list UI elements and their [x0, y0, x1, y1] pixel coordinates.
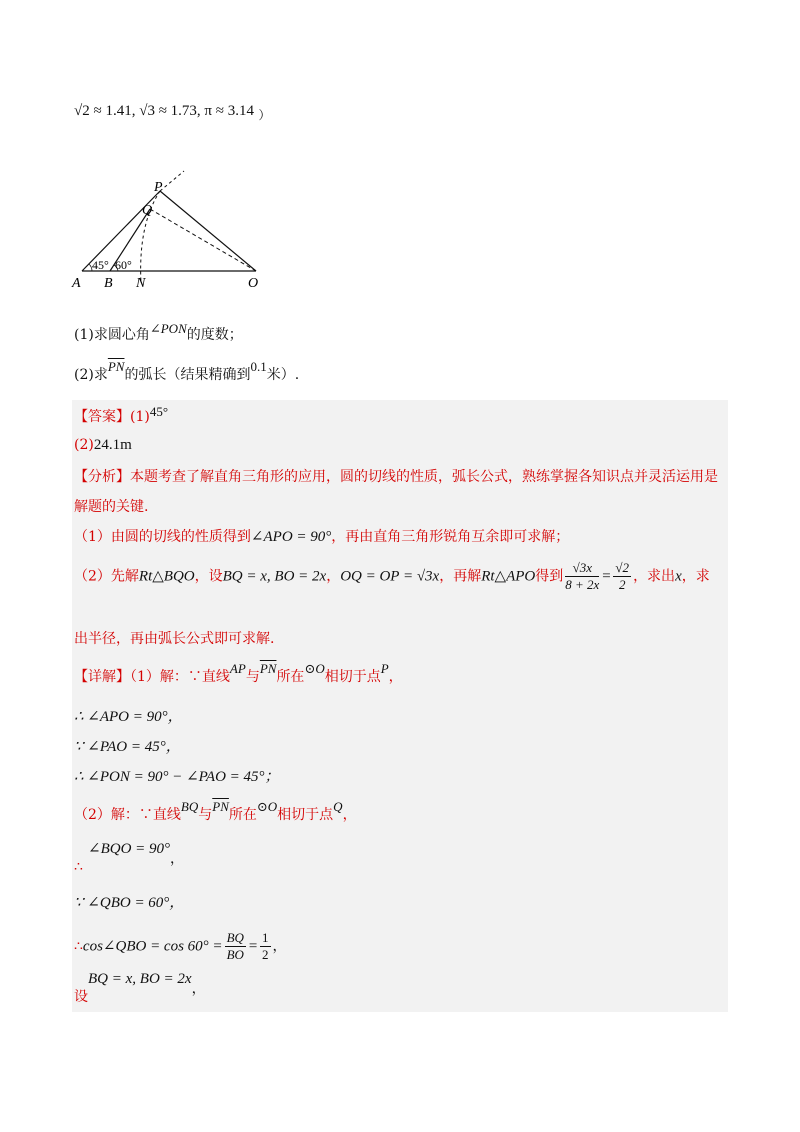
- detail-t5-comma: ，: [191, 981, 206, 997]
- detail-t5-symbol: 设: [74, 989, 88, 1005]
- detail-t4-comma: ，: [272, 938, 287, 955]
- q2-precision: 0.1: [250, 359, 267, 374]
- detail-t1-point: Q: [333, 799, 343, 814]
- t4-fraction-1-denominator: BO: [226, 947, 244, 962]
- label-b: B: [104, 276, 113, 291]
- detail-t4-fraction-1: [225, 930, 246, 963]
- analysis-fraction-1: [565, 560, 599, 593]
- detail-s3: ∵ ∠PAO = 45°，: [74, 739, 181, 755]
- detail-tag: 【详解】: [74, 669, 130, 685]
- detail-s4: ∴ ∠PON = 90° − ∠PAO = 45°；: [74, 769, 280, 785]
- fraction-1-denominator: 8 + 2x: [565, 577, 600, 592]
- analysis-p2-triangle-2: Rt△APO: [481, 568, 536, 585]
- question-1: [74, 321, 243, 344]
- analysis-p2-end: ，求: [681, 568, 710, 585]
- analysis-p2-equals: =: [601, 568, 612, 585]
- fraction-2-denominator: 2: [618, 577, 626, 592]
- detail-t4-fraction-2: [260, 930, 271, 963]
- label-angle-60: 60°: [115, 258, 132, 272]
- analysis-p2-set: ，设: [194, 568, 223, 585]
- analysis-text-last: 出半径，再由弧长公式即可求解.: [74, 631, 275, 647]
- question-2: [74, 359, 300, 384]
- detail-part2-step-4: [74, 930, 287, 963]
- analysis-p2-then: ，再解: [439, 568, 482, 585]
- detail-t1-prefix: （2）解：∵直线: [74, 807, 181, 823]
- analysis-line-1: [74, 468, 718, 486]
- analysis-p2-comma: ，: [326, 568, 341, 585]
- analysis-point-1: [74, 528, 569, 546]
- detail-t1-comma: ，: [342, 807, 357, 823]
- detail-t1-with: 与: [198, 807, 213, 823]
- detail-part2-step-5: [74, 971, 206, 997]
- detail-t1-tangent: 相切于点: [277, 807, 334, 823]
- answer-line-2: [74, 436, 132, 454]
- detail-s1-ap: AP: [229, 661, 246, 676]
- detail-t1-arc: $\overline{PN}$: [212, 799, 229, 814]
- answer-2-value: 24.1m: [93, 437, 132, 453]
- detail-s1-comma: ，: [388, 669, 403, 685]
- label-n: N: [136, 276, 146, 291]
- geometry-figure: [68, 165, 268, 295]
- detail-t5-symbol-wrap: [74, 988, 88, 1006]
- detail-s1-with: 与: [245, 669, 260, 685]
- solution-panel: [72, 400, 728, 1012]
- label-p: P: [154, 180, 163, 195]
- detail-t4-math: cos∠QBO = cos 60° =: [82, 938, 223, 955]
- analysis-text-1: 本题考查了解直角三角形的应用，圆的切线的性质，弧长公式，熟练掌握各知识点并灵活运用是: [130, 469, 718, 485]
- t4-fraction-1-numerator: BQ: [226, 930, 244, 945]
- q2-prefix: (2)求: [74, 367, 108, 383]
- segment-po: [160, 191, 256, 271]
- analysis-p1-suffix: ，再由直角三角形锐角互余即可求解；: [331, 529, 570, 545]
- detail-s1-at: 所在: [276, 669, 305, 685]
- detail-t4-symbol: ∴: [74, 938, 83, 955]
- detail-s1-arc: $\overline{PN}$: [259, 661, 277, 676]
- closing-paren: ）: [258, 108, 271, 122]
- detail-t1-circle: ⊙O: [256, 799, 278, 814]
- detail-step-2: [74, 708, 183, 726]
- analysis-text-2: 解题的关键.: [74, 499, 149, 515]
- q2-arc: $\overline{PN}$: [107, 359, 125, 374]
- detail-t3: ∵ ∠QBO = 60°，: [74, 895, 185, 911]
- analysis-p2-get: 得到: [535, 568, 564, 585]
- detail-s1-circle: ⊙O: [304, 661, 325, 676]
- fraction-1-numerator: √3x: [565, 560, 599, 577]
- approximation-values: √2 ≈ 1.41, √3 ≈ 1.73, π ≈ 3.14: [74, 103, 254, 119]
- analysis-p1-math: ∠APO = 90°: [250, 529, 332, 545]
- detail-s1-tangent: 相切于点: [324, 669, 381, 685]
- t4-fraction-2-denominator: 2: [262, 947, 269, 962]
- analysis-p2-math-1: BQ = x, BO = 2x: [222, 568, 327, 585]
- q1-prefix: (1)求圆心角: [74, 327, 150, 343]
- detail-t4-equals: =: [247, 938, 259, 955]
- answer-1-value: 45°: [149, 404, 169, 419]
- tangent-extension: [160, 171, 184, 191]
- detail-t1-at: 所在: [228, 807, 257, 823]
- analysis-p2-math-2: OQ = OP = √3x: [340, 568, 440, 585]
- label-o: O: [248, 276, 259, 291]
- answer-tag: 【答案】: [74, 409, 130, 425]
- analysis-line-2: [74, 498, 148, 516]
- analysis-p2-triangle-1: Rt△BQO: [138, 568, 195, 585]
- detail-t2-math: ∠BQO = 90°: [88, 841, 171, 857]
- q2-suffix: 米）.: [266, 367, 300, 383]
- analysis-point-2: [74, 560, 710, 593]
- q1-angle: ∠PON: [149, 321, 187, 336]
- q1-suffix: 的度数；: [186, 327, 243, 343]
- segment-qo-dashed: [150, 209, 256, 271]
- t4-fraction-2-numerator: 1: [262, 930, 269, 945]
- detail-s1-point: P: [380, 661, 389, 676]
- label-q: Q: [142, 203, 153, 218]
- answer-line-1: [74, 404, 169, 426]
- approximation-line: [74, 102, 270, 120]
- analysis-p1-prefix: （1）由圆的切线的性质得到: [74, 529, 251, 545]
- detail-t1-bq: BQ: [180, 799, 199, 814]
- detail-s1-prefix: （1）解：∵直线: [130, 669, 230, 685]
- fraction-2-numerator: √2: [615, 560, 630, 575]
- detail-step-3: [74, 738, 181, 756]
- detail-s2: ∴ ∠APO = 90°，: [74, 709, 183, 725]
- detail-part2-step-2: [74, 841, 185, 867]
- detail-t2-symbol-wrap: [74, 858, 83, 876]
- analysis-p2-prefix: （2）先解: [74, 568, 139, 585]
- analysis-p2-solve: ，求出: [633, 568, 676, 585]
- analysis-p2-x: x: [675, 568, 682, 585]
- q2-mid: 的弧长（结果精确到: [124, 367, 251, 383]
- detail-part2-step-1: [74, 799, 357, 824]
- analysis-fraction-2: [613, 560, 631, 593]
- label-angle-45: 45°: [92, 258, 109, 272]
- analysis-line-last: [74, 630, 274, 648]
- detail-t2-symbol: ∴: [74, 859, 83, 875]
- detail-step-4: [74, 768, 280, 786]
- detail-t2-comma: ，: [170, 851, 185, 867]
- answer-2-label: (2): [74, 437, 94, 453]
- answer-1-label: (1): [130, 409, 150, 425]
- label-a: A: [72, 276, 81, 291]
- detail-step-1: [74, 661, 403, 686]
- detail-part2-step-3: [74, 894, 184, 912]
- analysis-tag: 【分析】: [74, 469, 130, 485]
- detail-t5-math: BQ = x, BO = 2x: [88, 971, 192, 987]
